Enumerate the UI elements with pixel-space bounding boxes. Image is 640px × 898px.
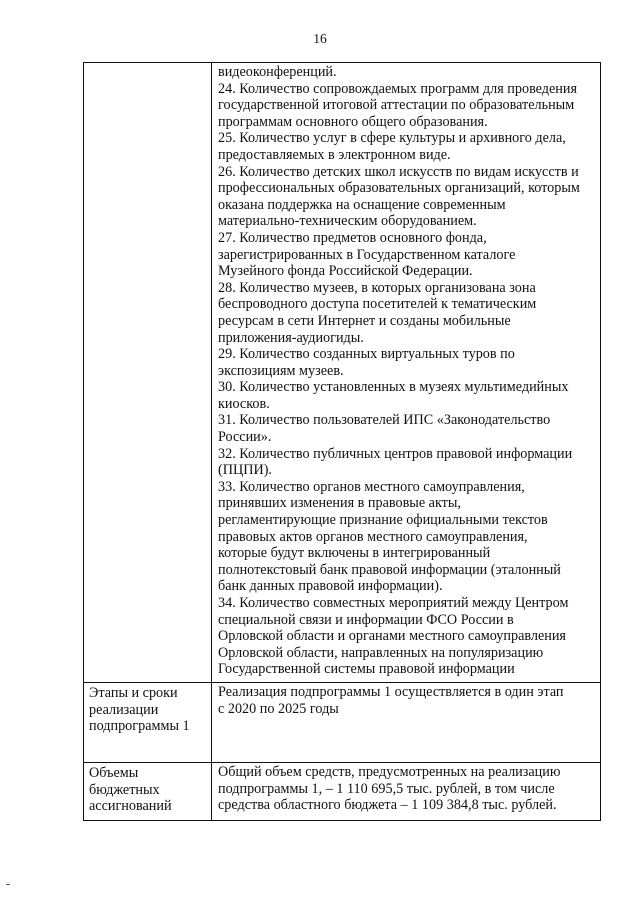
- indicator-line: 28. Количество музеев, в которых организована зона: [218, 279, 536, 296]
- stages-label-line: Этапы и сроки: [89, 684, 178, 701]
- budget-value-line: средства областного бюджета – 1 109 384,8 тыс. рублей.: [218, 797, 557, 814]
- stages-value-cell: [212, 682, 601, 762]
- indicator-line: принявших изменения в правовые акты,: [218, 495, 461, 512]
- indicator-line: 33. Количество органов местного самоуправления,: [218, 478, 525, 495]
- indicator-line: 32. Количество публичных центров правовой информации: [218, 445, 573, 462]
- indicator-line: Орловской области, направленных на популяризацию: [218, 644, 544, 661]
- indicators-list: [218, 64, 597, 678]
- indicator-line: 31. Количество пользователей ИПС «Законодательство: [218, 412, 551, 429]
- budget-label-cell: [84, 762, 212, 820]
- indicator-line: предоставляемых в электронном виде.: [218, 146, 451, 163]
- indicator-line: видеоконференций.: [218, 64, 337, 80]
- budget-value-cell: [212, 762, 601, 820]
- stages-label-line: реализации: [89, 701, 159, 718]
- page-number: 16: [313, 31, 327, 46]
- budget-label-line: бюджетных: [89, 781, 160, 798]
- indicator-line: России».: [218, 429, 272, 446]
- margin-mark: [6, 884, 10, 885]
- indicator-line: программам основного общего образования.: [218, 113, 488, 130]
- indicator-line: полнотекстовый банк правовой информации (эталонный: [218, 561, 561, 578]
- indicator-line: банк данных правовой информации).: [218, 578, 443, 595]
- budget-label-line: ассигнований: [89, 798, 172, 815]
- indicators-label-cell: [84, 63, 212, 683]
- budget-value-line: Общий объем средств, предусмотренных на реализацию: [218, 763, 561, 780]
- indicator-line: 30. Количество установленных в музеях мультимедийных: [218, 379, 569, 396]
- indicator-line: правовых актов органов местного самоуправления,: [218, 528, 528, 545]
- table-row-budget: [84, 762, 601, 820]
- indicator-line: материально-техническим оборудованием.: [218, 213, 477, 230]
- indicator-line: 27. Количество предметов основного фонда,: [218, 229, 487, 246]
- indicator-line: специальной связи и информации ФСО России в: [218, 611, 514, 628]
- indicator-line: оказана поддержка на оснащение современным: [218, 196, 506, 213]
- stages-value-line: Реализация подпрограммы 1 осуществляется в один этап: [218, 683, 564, 700]
- stages-label-cell: [84, 682, 212, 762]
- indicator-line: Орловской области и органами местного самоуправления: [218, 628, 566, 645]
- table-row-indicators: [84, 63, 601, 683]
- indicators-value-cell: [212, 63, 601, 683]
- stages-value-line: с 2020 по 2025 годы: [218, 700, 339, 717]
- indicator-line: профессиональных образовательных организаций, которым: [218, 180, 580, 197]
- indicator-line: регламентирующие признание официальными текстов: [218, 512, 548, 529]
- budget-value-line: подпрограммы 1, – 1 110 695,5 тыс. рублей, в том числе: [218, 780, 555, 797]
- indicator-line: приложения-аудиогиды.: [218, 329, 364, 346]
- indicator-line: государственной итоговой аттестации по образовательным: [218, 97, 575, 114]
- budget-label-line: Объемы: [89, 764, 139, 781]
- indicator-line: которые будут включены в интегрированный: [218, 545, 491, 562]
- indicator-line: зарегистрированных в Государственном каталоге: [218, 246, 516, 263]
- indicator-line: киосков.: [218, 395, 270, 412]
- indicator-line: Государственной системы правовой информации: [218, 661, 515, 678]
- indicator-line: ресурсам в сети Интернет и созданы мобильные: [218, 312, 511, 329]
- indicator-line: Музейного фонда Российской Федерации.: [218, 263, 473, 280]
- indicator-line: 34. Количество совместных мероприятий между Центром: [218, 595, 569, 611]
- stages-label-line: подпрограммы 1: [89, 718, 190, 735]
- indicator-line: (ПЦПИ).: [218, 462, 272, 479]
- indicator-line: беспроводного доступа посетителей к тематическим: [218, 296, 537, 313]
- indicator-line: 25. Количество услуг в сфере культуры и архивного дела,: [218, 130, 566, 147]
- indicator-line: 26. Количество детских школ искусств по видам искусств и: [218, 163, 579, 180]
- indicator-line: 24. Количество сопровождаемых программ для проведения: [218, 80, 578, 97]
- subprogram-passport-table: [83, 62, 601, 821]
- table-row-stages: [84, 682, 601, 762]
- indicator-line: экспозициям музеев.: [218, 362, 344, 379]
- indicator-line: 29. Количество созданных виртуальных туров по: [218, 346, 515, 363]
